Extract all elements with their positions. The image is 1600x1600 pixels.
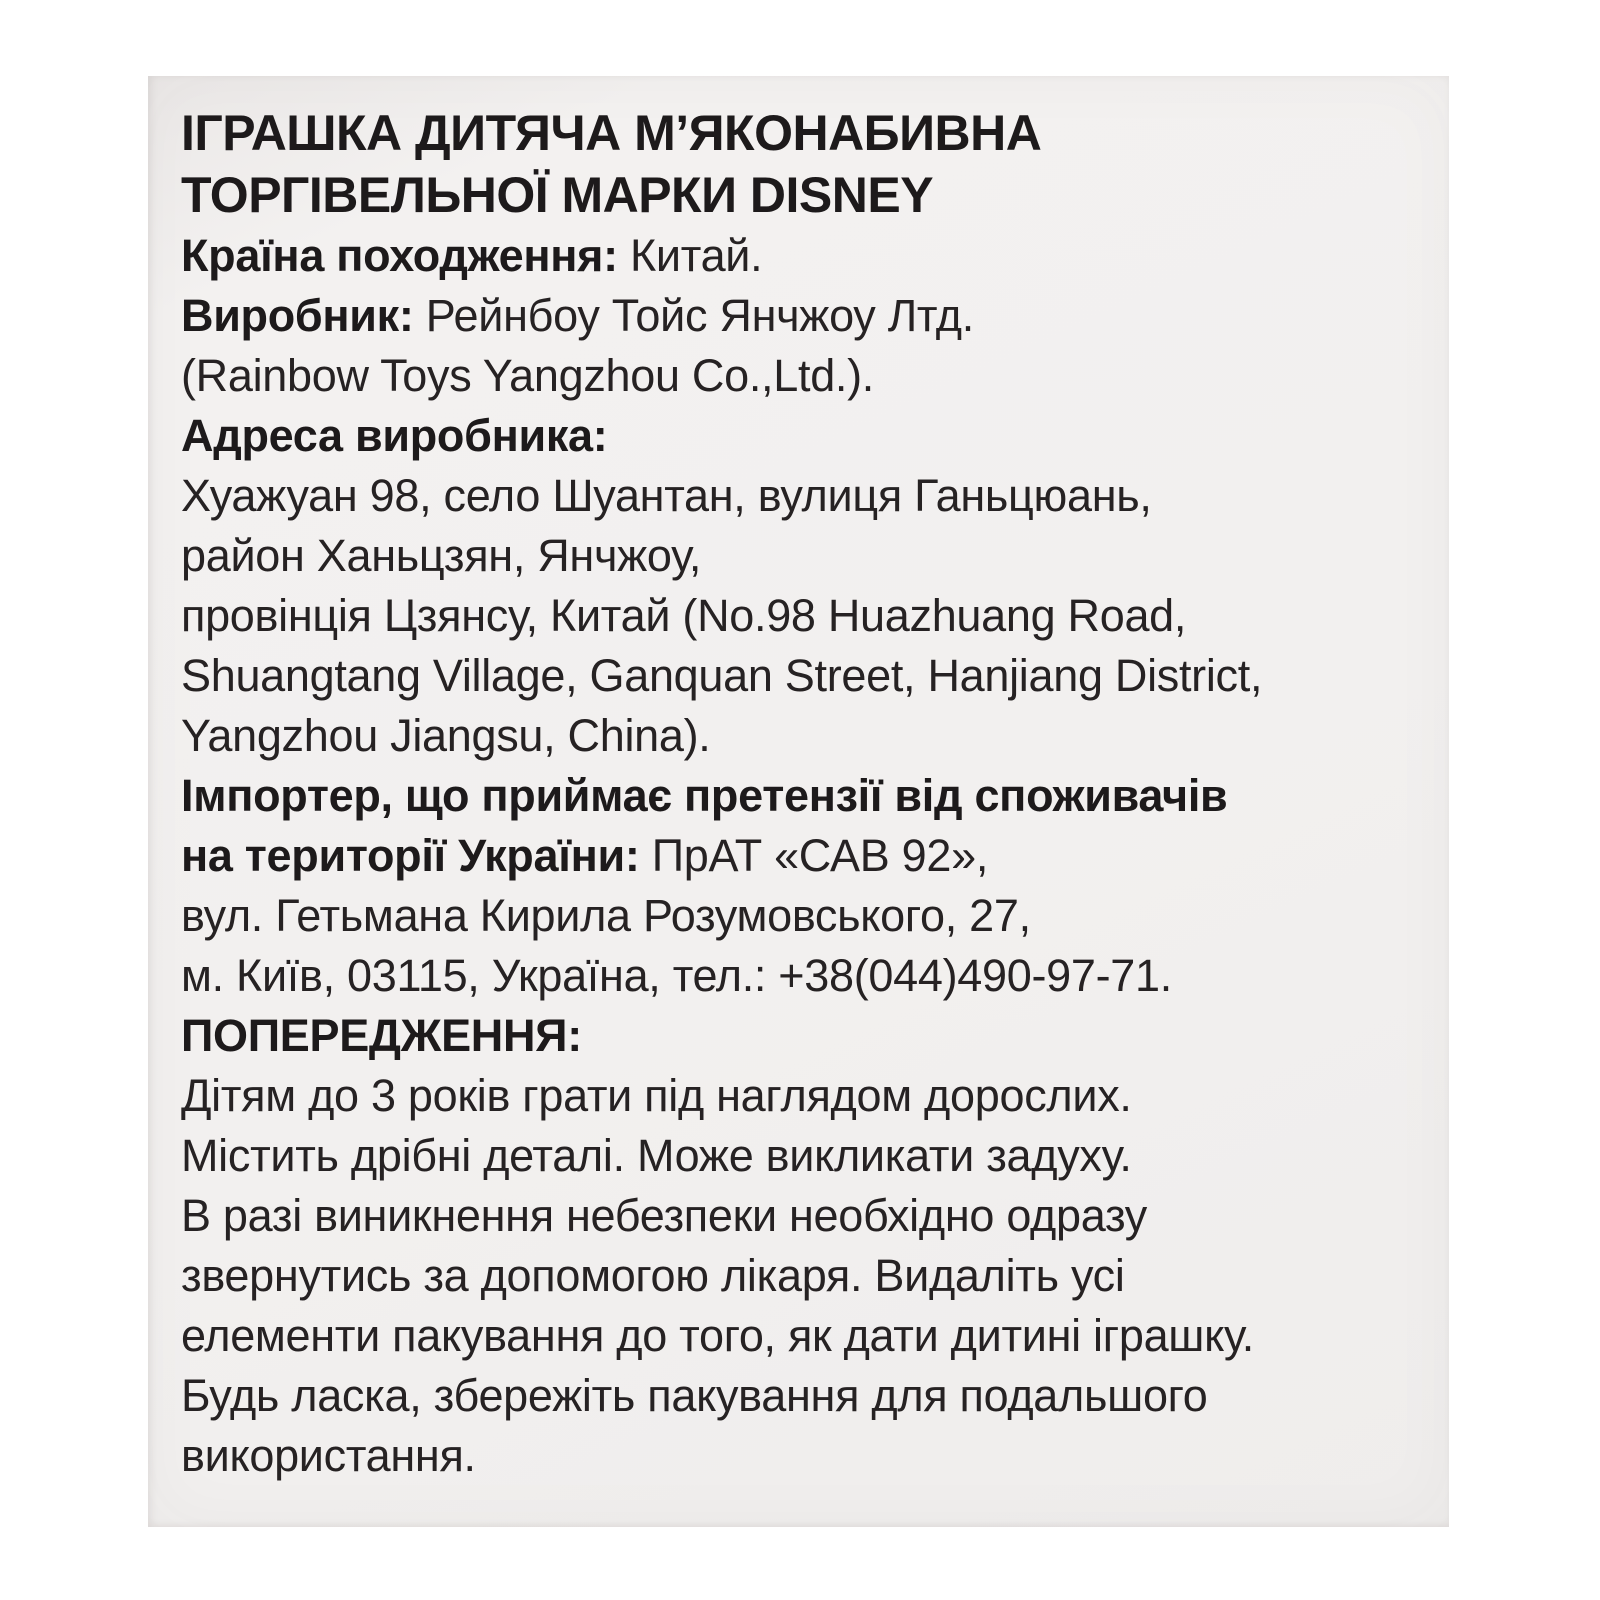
warning-line-5: елементи пакування до того, як дати дитині іграшку. [181,1310,1254,1361]
address-line-4: Shuangtang Village, Ganquan Street, Hanjiang District, [181,650,1263,701]
manufacturer-label: Виробник: [181,290,414,341]
origin-label: Країна походження: [181,230,618,281]
warning-line-2: Містить дрібні деталі. Може викликати задуху. [181,1130,1132,1181]
importer-heading-line2: на території України: [181,830,640,881]
manufacturer-value: Рейнбоу Тойс Янчжоу Лтд. [413,290,974,341]
warning-line-3: В разі виникнення небезпеки необхідно одразу [181,1190,1147,1241]
importer-company: ПрАТ «САВ 92», [639,830,989,881]
importer-line-2 [181,826,1443,886]
product-title-line1: ІГРАШКА ДИТЯЧА М’ЯКОНАБИВНА [181,105,1042,161]
address-line-1: Хуажуан 98, село Шуантан, вулиця Ганьцюань, [181,470,1152,521]
manufacturer-latin-line: (Rainbow Toys Yangzhou Co.,Ltd.). [181,350,875,401]
warning-line-7: використання. [181,1430,476,1481]
warning-line-4: звернутись за допомогою лікаря. Видаліть усі [181,1250,1125,1301]
importer-city-phone-line: м. Київ, 03115, Україна, тел.: +38(044)490-97-71. [181,950,1172,1001]
importer-address-line: вул. Гетьмана Кирила Розумовського, 27, [181,890,1031,941]
product-title-line2: ТОРГІВЕЛЬНОЇ МАРКИ DISNEY [181,167,934,223]
importer-heading-line1: Імпортер, що приймає претензії від споживачів [181,770,1228,821]
manufacturer-line [181,286,1443,346]
warning-heading: ПОПЕРЕДЖЕННЯ: [181,1010,582,1061]
origin-value: Китай. [617,230,763,281]
address-line-3: провінція Цзянсу, Китай (No.98 Huazhuang Road, [181,590,1187,641]
address-line-5: Yangzhou Jiangsu, China). [181,710,711,761]
warning-line-6: Будь ласка, збережіть пакування для подальшого [181,1370,1208,1421]
address-heading: Адреса виробника: [181,410,608,461]
warning-line-1: Дітям до 3 років грати під наглядом дорослих. [181,1070,1132,1121]
address-line-2: район Ханьцзян, Янчжоу, [181,530,702,581]
product-label [148,76,1449,1527]
origin-line [181,226,1443,286]
